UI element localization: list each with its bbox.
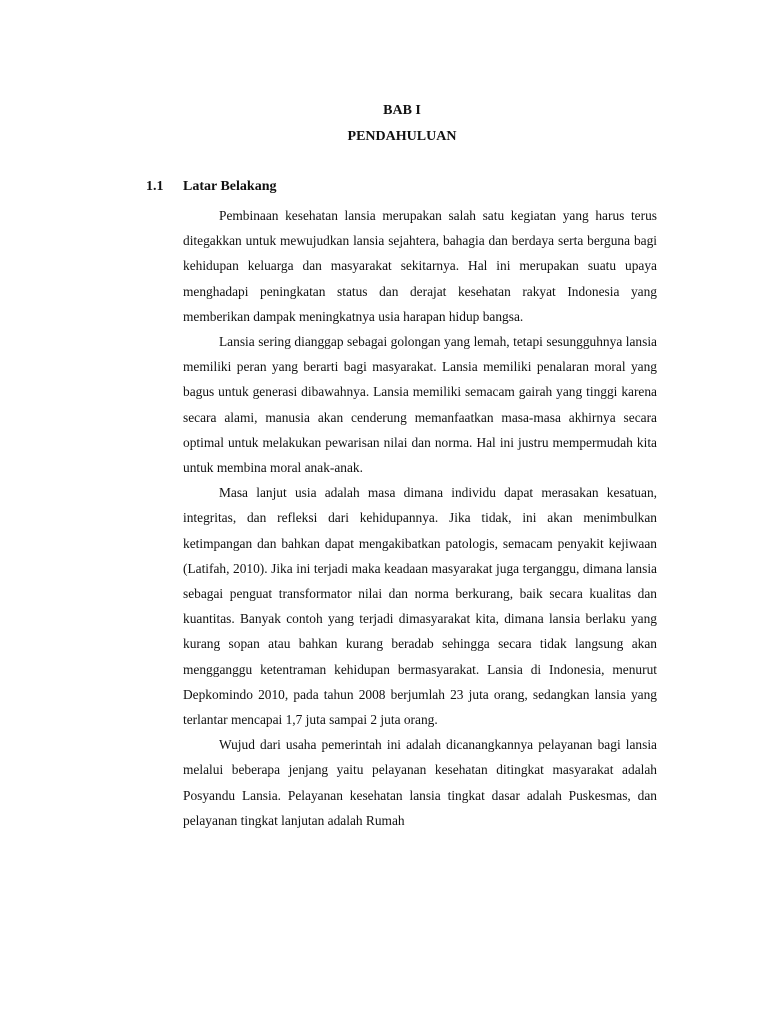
chapter-title: PENDAHULUAN bbox=[347, 129, 457, 144]
paragraph: Wujud dari usaha pemerintah ini adalah dicanangkannya pelayanan bagi lansia melalui beberapa jenjang yaitu pelayanan kesehatan ditingkat masyarakat adalah Posyandu Lansia. Pelayanan kesehatan lansia tingkat dasar adalah Puskesmas, dan pelayanan tingkat lanjutan adalah Rumah bbox=[183, 737, 657, 828]
paragraph: Lansia sering dianggap sebagai golongan yang lemah, tetapi sesungguhnya lansia memiliki peran yang berarti bagi masyarakat. Lansia memiliki penalaran moral yang bagus untuk generasi dibawahnya. Lansia memiliki semacam gairah yang tinggi karena secara alami, manusia akan cenderung memanfaatkan masa-masa akhirnya secara optimal untuk melakukan pewarisan nilai dan norma. Hal ini justru mempermudah kita untuk membina moral anak-anak. bbox=[183, 334, 657, 476]
paragraph: Masa lanjut usia adalah masa dimana individu dapat merasakan kesatuan, integritas, dan refleksi dari kehidupannya. Jika tidak, ini akan menimbulkan ketimpangan dan bahkan dapat mengakibatkan patologis, semacam penyakit kejiwaan (Latifah, 2010). Jika ini terjadi maka keadaan masyarakat juga terganggu, dimana lansia sebagai penguat transformator nilai dan norma berkurang, baik secara kualitas dan kuantitas. Banyak contoh yang terjadi dimasyarakat kita, dimana lansia berlaku yang kurang sopan atau bahkan kurang beradab sehingga secara tidak langsung akan mengganggu ketentraman kehidupan bermasyarakat. Lansia di Indonesia, menurut Depkomindo 2010, pada tahun 2008 berjumlah 23 juta orang, sedangkan lansia yang terlantar mencapai 1,7 juta sampai 2 juta orang. bbox=[183, 485, 657, 728]
body-text bbox=[183, 203, 657, 833]
paragraph: Pembinaan kesehatan lansia merupakan salah satu kegiatan yang harus terus ditegakkan untuk mewujudkan lansia sejahtera, bahagia dan berdaya serta berguna bagi kehidupan keluarga dan masyarakat sekitarnya. Hal ini merupakan suatu upaya menghadapi peningkatan status dan derajat kesehatan rakyat Indonesia yang memberikan dampak meningkatnya usia harapan hidup bangsa. bbox=[183, 208, 657, 324]
section-number: 1.1 bbox=[146, 179, 164, 194]
section-title: Latar Belakang bbox=[183, 179, 277, 194]
chapter-label: BAB I bbox=[383, 103, 421, 118]
section-heading bbox=[146, 179, 276, 195]
